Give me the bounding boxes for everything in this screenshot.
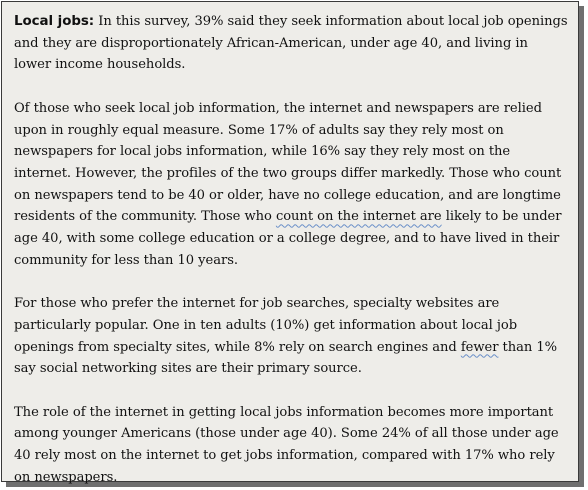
paragraph-profiles (14, 98, 568, 272)
grammar-flagged-word[interactable]: fewer (460, 339, 499, 355)
paragraph-websites-text-a: For those who prefer the internet for job searches, specialty websites are particularly popular. One in ten adults (10%) get information about local job openings from specialty sites, while 8% rely on search engines and (14, 296, 518, 355)
paragraph-profiles-text-b: likely to be under age 40, with some college education or a college degree, and to have lived in their community for less than 10 years. (14, 209, 562, 268)
section-heading: Local jobs: (14, 14, 95, 29)
local-jobs-text-box (1, 1, 579, 485)
paragraph-profiles-text-a: Of those who seek local job information, the internet and newspapers are relied upon in roughly equal measure. Some 17% of adults say they rely most on newspapers for local jobs information, while 16% say they rely most on the internet. However, the profiles of the two groups differ markedly. Those who count on newspapers tend to be 40 or older, have no college education, and are longtime residents of the community. Those who (14, 100, 562, 225)
paragraph-websites (14, 293, 568, 380)
paragraph-younger: The role of the internet in getting local jobs information becomes more important among younger Americans (those under age 40). Some 24% of all those under age 40 rely most on the internet to get jobs information, compared with 17% who rely on newspapers. (14, 404, 559, 485)
grammar-flagged-phrase[interactable]: count on the internet are (275, 209, 442, 225)
paragraph-intro (14, 11, 568, 76)
paragraph-websites-text-b: than 1% say social networking sites are their primary source. (14, 339, 558, 377)
paragraph-intro-text: In this survey, 39% said they seek information about local job openings and they are disproportionately African-American, under age 40, and living in lower income households. (14, 14, 568, 73)
